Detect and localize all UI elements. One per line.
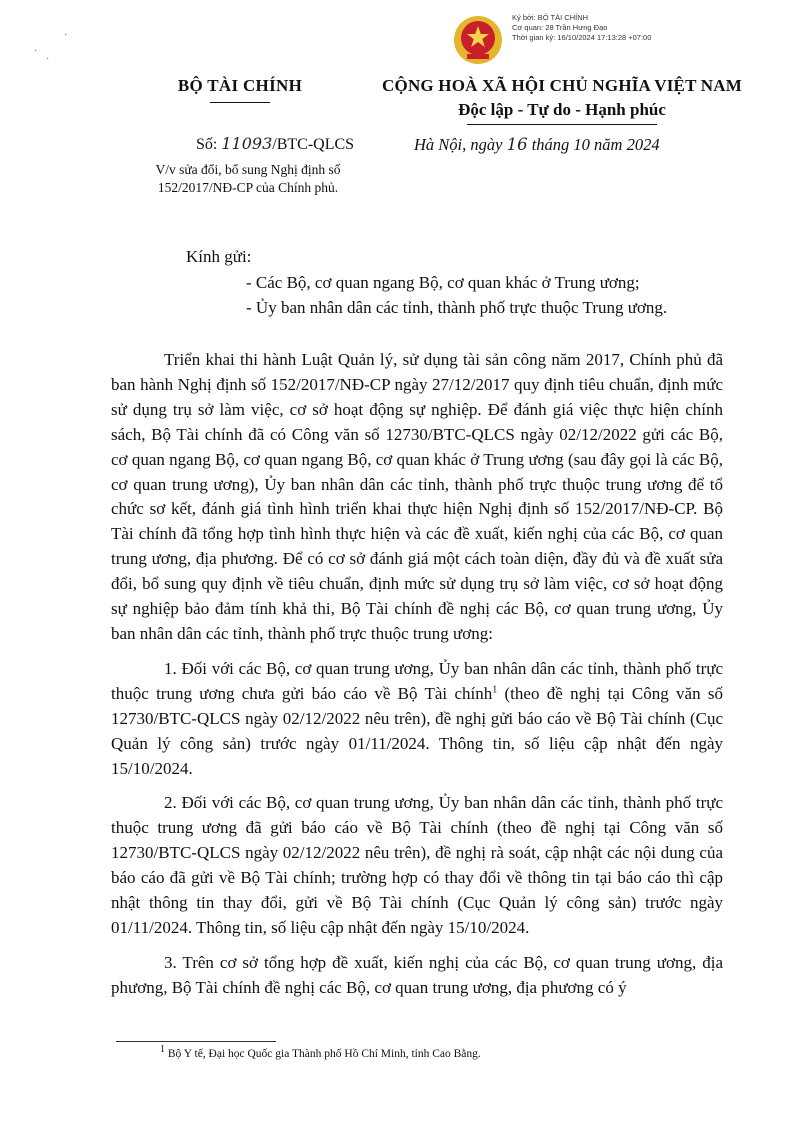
recipient-item: - Ủy ban nhân dân các tỉnh, thành phố trực thuộc Trung ương. [246, 298, 668, 317]
footnote-reference: 1 [492, 684, 498, 696]
scan-speck: · [46, 54, 50, 65]
place-and-date [414, 135, 660, 155]
document-number-suffix: /BTC-QLCS [272, 136, 355, 153]
body-paragraph-item-3: 3. Trên cơ sở tổng hợp đề xuất, kiến nghị của các Bộ, cơ quan trung ương, địa phương, Bộ Tài chính đề nghị các Bộ, cơ quan trung ương, địa phương có ý [111, 952, 723, 997]
document-number [196, 134, 354, 154]
recipient-list [246, 270, 667, 320]
document-number-prefix: Số: [196, 136, 222, 153]
body-paragraph-item-2: 2. Đối với các Bộ, cơ quan trung ương, Ủy ban nhân dân các tỉnh, thành phố trực thuộc trung ương đã gửi báo cáo về Bộ Tài chính (theo đề nghị tại Công văn số 12730/BTC-QLCS ngày 02/12/2022 nêu trên), đề nghị rà soát, cập nhật các nội dung của báo cáo đã gửi về Bộ Tài chính; trường hợp có thay đổi về thông tin tại báo cáo thì cập nhật thông tin thay đổi, gửi về Bộ Tài chính (Cục Quản lý công sản) trước ngày 01/11/2024. Thông tin, số liệu cập nhật đến ngày 15/10/2024. [111, 793, 723, 937]
scan-speck: · [34, 46, 38, 57]
document-number-handwritten: 11093 [221, 134, 273, 153]
signature-signer: Ký bởi: BỘ TÀI CHÍNH [512, 13, 589, 22]
issuing-agency-block [160, 76, 320, 103]
signature-office: Cơ quan: 28 Trần Hưng Đạo [512, 23, 608, 32]
digital-signature-block [512, 13, 651, 43]
motto-underline [467, 124, 657, 125]
agency-underline [210, 102, 270, 103]
item-1-text-a: 1. Đối với các Bộ, cơ quan trung ương, Ủy ban nhân dân các tỉnh, thành phố trực thuộc trung ương chưa gửi báo cáo về Bộ Tài chính [111, 658, 723, 703]
date-prefix: Hà Nội, ngày [414, 135, 507, 154]
footnote-separator [116, 1041, 276, 1042]
signature-time: Thời gian ký: 16/10/2024 17:13:28 +07:00 [512, 33, 652, 42]
national-title: CỘNG HOÀ XÃ HỘI CHỦ NGHĨA VIỆT NAM [382, 76, 742, 95]
footnote [160, 1044, 481, 1060]
scan-speck: · [64, 30, 68, 41]
item-1-text-b: (theo đề nghị tại Công văn số 12730/BTC-QLCS ngày 02/12/2022 nêu trên), đề nghị gửi báo cáo về Bộ Tài chính (Cục Quản lý công sản) trước ngày 01/11/2024. Thông tin, số liệu cập nhật đến ngày 15/10/2024. [111, 683, 723, 778]
date-day-handwritten: 16 [506, 135, 528, 154]
issuing-agency: BỘ TÀI CHÍNH [177, 76, 303, 95]
document-subject: V/v sửa đổi, bổ sung Nghị định số 152/2017/NĐ-CP của Chính phủ. [155, 162, 341, 195]
letter-body [111, 348, 723, 1011]
national-header-block [366, 76, 758, 125]
salutation: Kính gửi: [186, 247, 252, 266]
body-paragraph-item-1 [111, 657, 723, 782]
date-suffix: tháng 10 năm 2024 [527, 135, 660, 154]
footnote-text: Bộ Y tế, Đại học Quốc gia Thành phố Hồ Chí Minh, tỉnh Cao Bằng. [165, 1048, 481, 1060]
national-emblem-icon [452, 14, 504, 66]
recipient-item: - Các Bộ, cơ quan ngang Bộ, cơ quan khác ở Trung ương; [246, 273, 640, 292]
body-paragraph-intro: Triển khai thi hành Luật Quản lý, sử dụng tài sản công năm 2017, Chính phủ đã ban hành Nghị định số 152/2017/NĐ-CP ngày 27/12/2017 quy định tiêu chuẩn, định mức sử dụng trụ sở làm việc, cơ sở hoạt động sự nghiệp. Để đánh giá việc thực hiện chính sách, Bộ Tài chính đã có Công văn số 12730/BTC-QLCS ngày 02/12/2022 gửi các Bộ, cơ quan ngang Bộ, cơ quan ngang Bộ, cơ quan khác ở Trung ương (sau đây gọi là các Bộ, cơ quan trung ương), Ủy ban nhân dân các tỉnh, thành phố trực thuộc trung ương để tổ chức sơ kết, đánh giá tình hình triển khai thực hiện Nghị định số 152/2017/NĐ-CP. Bộ Tài chính đã tổng hợp tình hình thực hiện và các đề xuất, kiến nghị của các Bộ, cơ quan trung ương, địa phương. Để có cơ sở đánh giá một cách toàn diện, đầy đủ và đề xuất sửa đổi, bổ sung quy định về tiêu chuẩn, định mức sử dụng trụ sở làm việc, cơ sở hoạt động sự nghiệp bảo đảm tính khả thi, Bộ Tài chính đề nghị các Bộ, cơ quan trung ương, Ủy ban nhân dân các tỉnh, thành phố trực thuộc trung ương: [111, 350, 723, 643]
national-motto: Độc lập - Tự do - Hạnh phúc [458, 100, 666, 119]
footnote-mark: 1 [160, 1044, 165, 1056]
